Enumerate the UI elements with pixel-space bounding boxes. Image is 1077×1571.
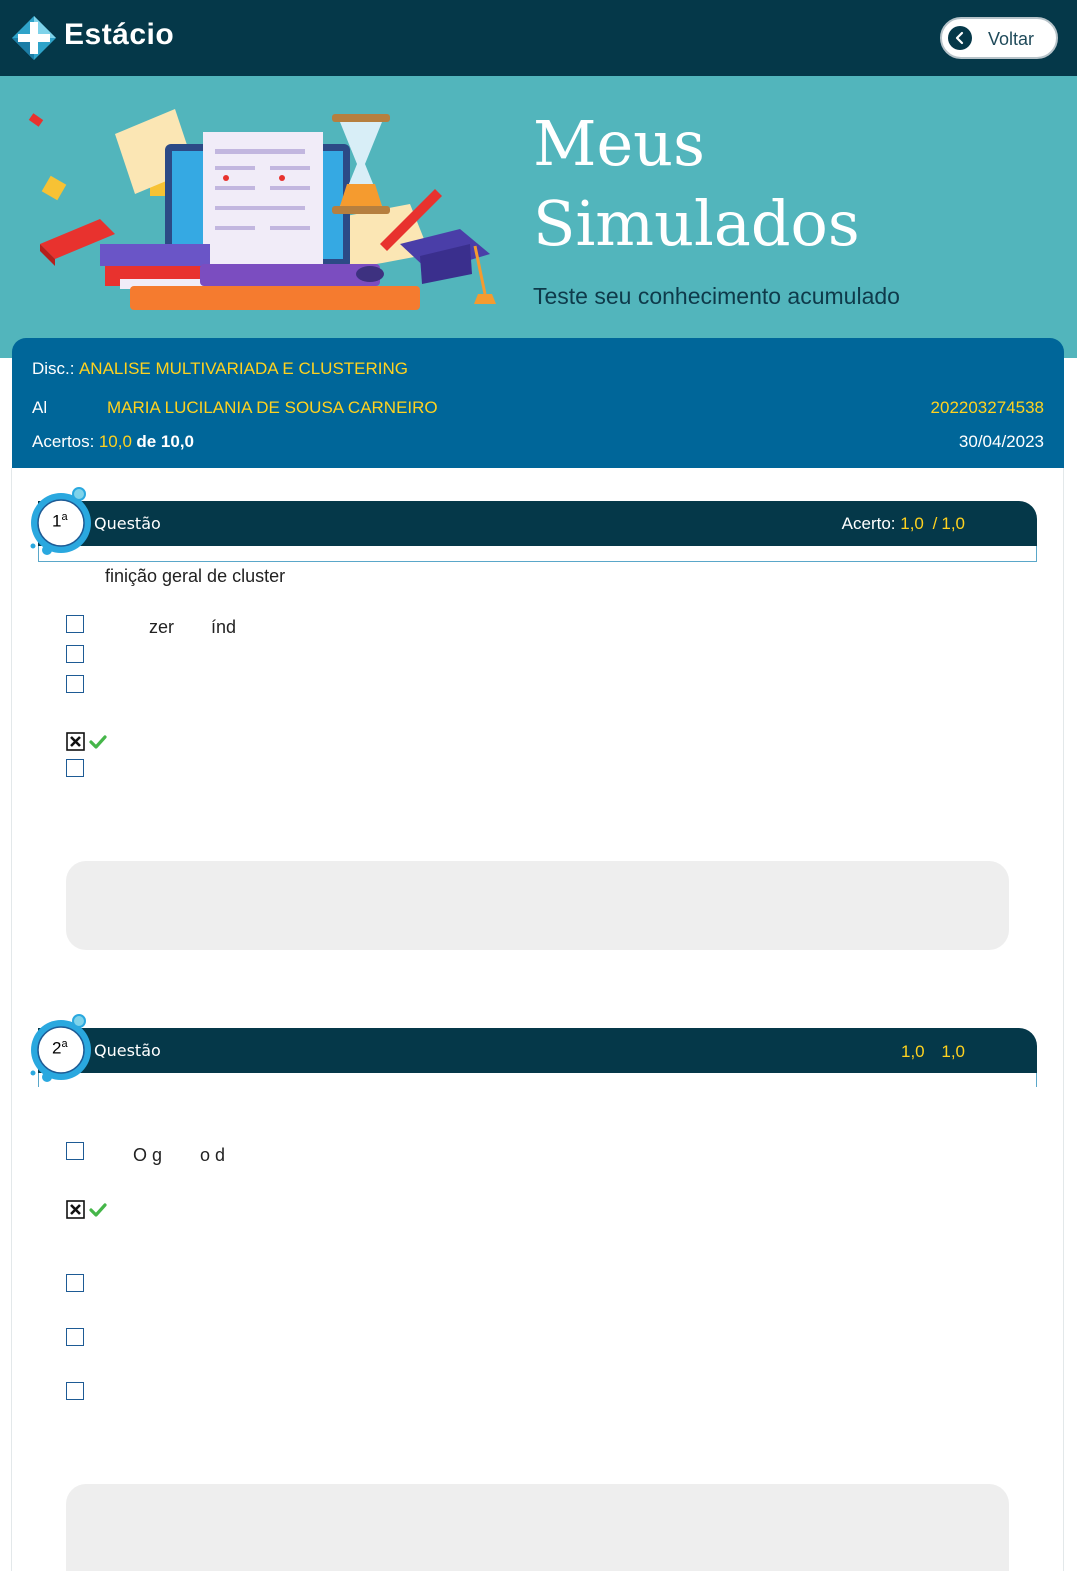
- question-1-score-sep: /: [932, 514, 938, 533]
- checked-box-icon[interactable]: [66, 1200, 86, 1220]
- student-row: [32, 398, 438, 418]
- checkbox[interactable]: [66, 675, 84, 693]
- back-button[interactable]: [940, 17, 1058, 59]
- chevron-left-icon: [948, 26, 972, 50]
- score-total: de 10,0: [136, 432, 195, 451]
- score-row: [32, 432, 194, 452]
- question-1-ordinal: a: [61, 511, 68, 523]
- discipline-row: [32, 359, 408, 379]
- logo-text: Estácio: [64, 18, 175, 51]
- question-1-option-e[interactable]: [66, 759, 86, 779]
- question-2-option-c[interactable]: [66, 1274, 86, 1294]
- question-1-score-label: Acerto:: [841, 514, 896, 533]
- checkbox[interactable]: [66, 1382, 84, 1400]
- green-check-icon: [89, 1202, 107, 1218]
- question-1-score-value: 1,0: [900, 514, 924, 533]
- question-1-header: [38, 501, 1037, 546]
- question-2-score-value: 1,0: [900, 1042, 925, 1061]
- question-2-option-a-text-1: O g: [133, 1145, 163, 1165]
- checkbox[interactable]: [66, 1142, 84, 1160]
- exam-date: 30/04/2023: [958, 432, 1044, 451]
- page-title: [533, 104, 1053, 264]
- question-1-score: [842, 514, 965, 534]
- estacio-logo-icon: [10, 14, 58, 62]
- score-label: Acertos:: [32, 432, 95, 451]
- question-2-ordinal: a: [61, 1038, 68, 1050]
- checkbox[interactable]: [66, 1328, 84, 1346]
- back-button-label: Voltar: [988, 29, 1035, 49]
- question-2-option-d[interactable]: [66, 1328, 86, 1348]
- question-1-score-total: 1,0: [941, 514, 965, 533]
- checkbox[interactable]: [66, 645, 84, 663]
- student-id: 202203274538: [930, 398, 1044, 417]
- question-1-option-c[interactable]: [66, 675, 86, 695]
- question-2-header: [38, 1028, 1037, 1073]
- question-1-feedback-box: [66, 861, 1009, 950]
- checkbox[interactable]: [66, 1274, 84, 1292]
- question-2-option-e[interactable]: [66, 1382, 86, 1402]
- student-name: MARIA LUCILANIA DE SOUSA CARNEIRO: [107, 398, 438, 417]
- question-1-text: finição geral de cluster: [105, 566, 286, 586]
- question-1-number: [52, 511, 68, 532]
- exam-info-panel: [12, 338, 1064, 468]
- question-1-option-a-text-1: zer: [149, 617, 175, 637]
- checkbox[interactable]: [66, 615, 84, 633]
- checkbox[interactable]: [66, 759, 84, 777]
- question-1-option-b[interactable]: [66, 645, 86, 665]
- simulados-banner: [0, 76, 1077, 358]
- question-2-option-a[interactable]: [66, 1142, 86, 1162]
- question-2-score-total: 1,0: [941, 1042, 965, 1061]
- study-illustration-icon: [20, 104, 510, 319]
- top-navigation-bar: [0, 0, 1077, 76]
- question-1-number-digit: 1: [52, 511, 62, 531]
- student-label: Al: [32, 398, 48, 417]
- question-1-title: Questão: [94, 514, 161, 533]
- question-2-number-digit: 2: [52, 1038, 62, 1058]
- page-subtitle: Teste seu conhecimento acumulado: [533, 283, 900, 309]
- question-1-header-border: [38, 546, 1037, 562]
- question-2-number: [52, 1038, 68, 1059]
- question-2-header-border: [38, 1073, 1037, 1087]
- green-check-icon: [89, 734, 107, 750]
- page-title-line2: Simulados: [533, 187, 860, 260]
- discipline-label: Disc.:: [32, 359, 75, 378]
- discipline-value: ANALISE MULTIVARIADA E CLUSTERING: [78, 359, 409, 378]
- page-title-line1: Meus: [533, 107, 705, 180]
- question-2-title: Questão: [94, 1041, 161, 1060]
- question-1-option-a-text-2: índ: [211, 617, 237, 637]
- score-value: 10,0: [98, 432, 132, 451]
- checked-box-icon[interactable]: [66, 732, 86, 752]
- question-2-score: [901, 1042, 965, 1062]
- question-1-option-a[interactable]: [66, 615, 86, 635]
- question-2-option-a-text-2: o d: [200, 1145, 226, 1165]
- question-2-feedback-box: [66, 1484, 1009, 1571]
